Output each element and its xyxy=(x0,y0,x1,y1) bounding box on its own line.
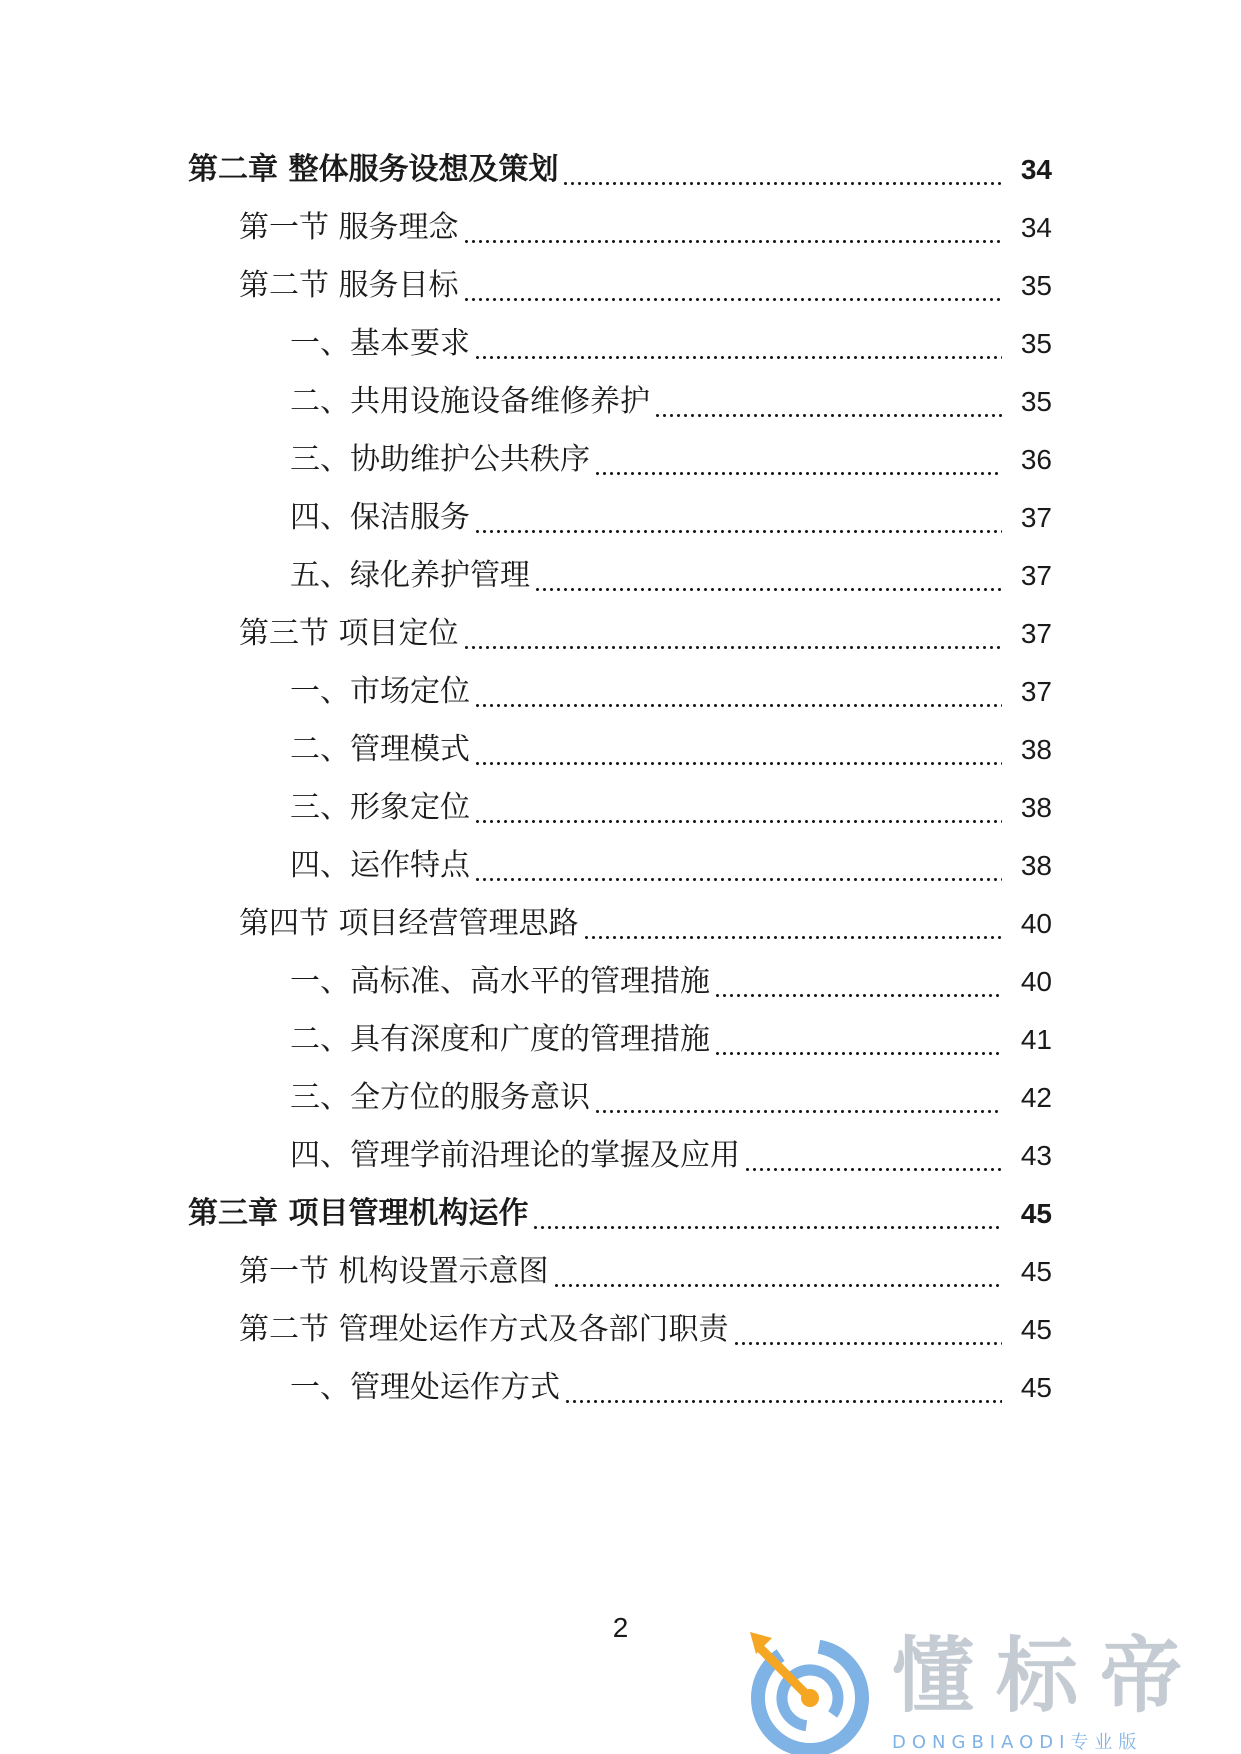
toc-entry-title: 四、管理学前沿理论的掌握及应用 xyxy=(290,1138,740,1173)
toc-page-number: 38 xyxy=(1020,850,1052,881)
toc-entry[interactable] xyxy=(0,724,1241,776)
toc-dot-leader xyxy=(654,376,1002,428)
toc-dot-leader xyxy=(532,1188,1002,1240)
toc-entry[interactable] xyxy=(0,1246,1241,1298)
toc-entry-title: 一、市场定位 xyxy=(290,674,470,709)
toc-page-number: 45 xyxy=(1020,1372,1052,1403)
toc-entry-title: 五、绿化养护管理 xyxy=(290,558,530,593)
page-number: 2 xyxy=(612,1612,629,1643)
toc-entry[interactable] xyxy=(0,1304,1241,1356)
toc-dot-leader xyxy=(744,1130,1002,1182)
target-logo-icon xyxy=(742,1628,872,1754)
toc-entry[interactable] xyxy=(0,666,1241,718)
toc-dot-leader xyxy=(474,782,1002,834)
toc-page-number: 34 xyxy=(1020,212,1052,243)
toc-page-number: 36 xyxy=(1020,444,1052,475)
toc-entry[interactable] xyxy=(0,376,1241,428)
toc-entry[interactable] xyxy=(0,1362,1241,1414)
toc-entry[interactable] xyxy=(0,144,1241,196)
toc-page-number: 41 xyxy=(1020,1024,1052,1055)
toc-entry-title: 第三章 项目管理机构运作 xyxy=(188,1196,529,1231)
toc-page-number: 45 xyxy=(1020,1256,1052,1287)
toc-entry-title: 二、管理模式 xyxy=(290,732,470,767)
toc-entry-title: 一、管理处运作方式 xyxy=(290,1370,560,1405)
toc-entry-title: 第二节 管理处运作方式及各部门职责 xyxy=(239,1312,729,1347)
toc-dot-leader xyxy=(474,666,1002,718)
toc-dot-leader xyxy=(733,1304,1002,1356)
toc-dot-leader xyxy=(583,898,1002,950)
toc-page-number: 45 xyxy=(1020,1198,1052,1229)
toc-entry-title: 第一节 服务理念 xyxy=(239,210,459,245)
toc-page-number: 37 xyxy=(1020,618,1052,649)
toc-dot-leader xyxy=(564,1362,1002,1414)
toc-page-number: 38 xyxy=(1020,734,1052,765)
toc-entry[interactable] xyxy=(0,260,1241,312)
toc-entry[interactable] xyxy=(0,202,1241,254)
toc-page-number: 40 xyxy=(1020,908,1052,939)
toc-dot-leader xyxy=(463,202,1002,254)
toc-dot-leader xyxy=(534,550,1002,602)
toc-entry[interactable] xyxy=(0,492,1241,544)
toc-dot-leader xyxy=(474,840,1002,892)
toc-entry-title: 三、形象定位 xyxy=(290,790,470,825)
toc-page-number: 37 xyxy=(1020,560,1052,591)
toc-page-number: 40 xyxy=(1020,966,1052,997)
toc-entry[interactable] xyxy=(0,956,1241,1008)
toc-entry-title: 第一节 机构设置示意图 xyxy=(239,1254,549,1289)
toc-dot-leader xyxy=(463,260,1002,312)
toc-page-number: 34 xyxy=(1020,154,1052,185)
watermark-subtitle: DONGBIAODI专业版 xyxy=(892,1732,1143,1753)
toc-entry-title: 三、协助维护公共秩序 xyxy=(290,442,590,477)
toc-dot-leader xyxy=(714,956,1002,1008)
toc-dot-leader xyxy=(474,724,1002,776)
toc-page-number: 45 xyxy=(1020,1314,1052,1345)
toc-entry[interactable] xyxy=(0,840,1241,892)
toc-entry[interactable] xyxy=(0,1188,1241,1240)
toc-dot-leader xyxy=(594,1072,1002,1124)
toc-entry[interactable] xyxy=(0,434,1241,486)
toc-dot-leader xyxy=(474,492,1002,544)
toc-dot-leader xyxy=(714,1014,1002,1066)
toc-page-number: 43 xyxy=(1020,1140,1052,1171)
toc-entry[interactable] xyxy=(0,1072,1241,1124)
toc-entry-title: 一、基本要求 xyxy=(290,326,470,361)
toc-entry-title: 二、共用设施设备维修养护 xyxy=(290,384,650,419)
toc-entry-title: 三、全方位的服务意识 xyxy=(290,1080,590,1115)
toc-entry-title: 第四节 项目经营管理思路 xyxy=(239,906,579,941)
toc-page-number: 38 xyxy=(1020,792,1052,823)
toc-page-number: 42 xyxy=(1020,1082,1052,1113)
toc-entry[interactable] xyxy=(0,608,1241,660)
toc-entry[interactable] xyxy=(0,318,1241,370)
toc-entry-title: 四、保洁服务 xyxy=(290,500,470,535)
toc-dot-leader xyxy=(474,318,1002,370)
toc-page-number: 37 xyxy=(1020,676,1052,707)
toc-entry[interactable] xyxy=(0,898,1241,950)
toc-page-number: 35 xyxy=(1020,386,1052,417)
toc-entry-title: 第三节 项目定位 xyxy=(239,616,459,651)
toc-entry[interactable] xyxy=(0,1014,1241,1066)
toc-page-number: 35 xyxy=(1020,328,1052,359)
toc-page-number: 35 xyxy=(1020,270,1052,301)
toc-entry-title: 第二章 整体服务设想及策划 xyxy=(188,152,559,187)
watermark xyxy=(742,1628,1232,1754)
toc-entry[interactable] xyxy=(0,550,1241,602)
toc-entry-title: 四、运作特点 xyxy=(290,848,470,883)
toc-entry[interactable] xyxy=(0,782,1241,834)
toc-entry[interactable] xyxy=(0,1130,1241,1182)
toc-dot-leader xyxy=(562,144,1002,196)
toc-dot-leader xyxy=(553,1246,1002,1298)
toc-dot-leader xyxy=(463,608,1002,660)
watermark-title: 懂标帝 xyxy=(892,1629,1205,1724)
toc-entry-title: 一、高标准、高水平的管理措施 xyxy=(290,964,710,999)
toc-dot-leader xyxy=(594,434,1002,486)
toc-page-number: 37 xyxy=(1020,502,1052,533)
toc-entry-title: 二、具有深度和广度的管理措施 xyxy=(290,1022,710,1057)
toc-entry-title: 第二节 服务目标 xyxy=(239,268,459,303)
